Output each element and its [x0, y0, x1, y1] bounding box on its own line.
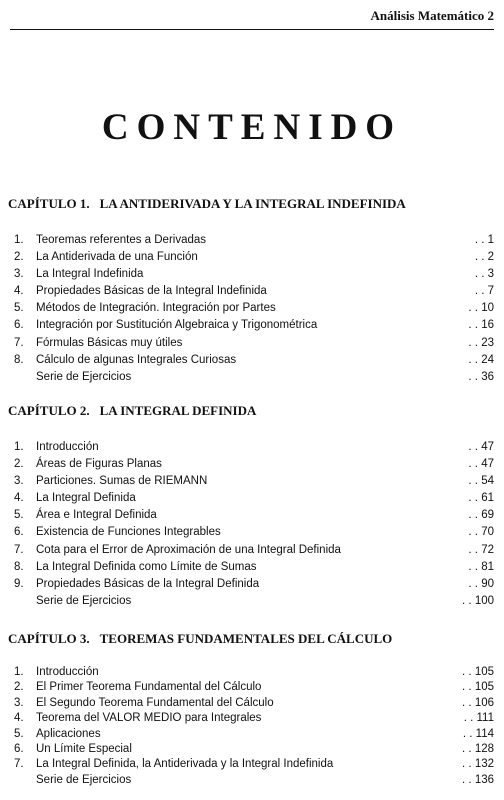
entry-number: 9.: [14, 577, 24, 590]
entry-page: . . 111: [464, 711, 494, 726]
entry-title: Cota para el Error de Aproximación de una Integral Definida: [36, 543, 341, 556]
entry-title: Aplicaciones: [36, 727, 101, 740]
entry-page: . . 105: [462, 665, 494, 680]
toc-entry: [8, 249, 494, 266]
entry-page: . . 114: [463, 727, 494, 742]
entry-title: El Segundo Teorema Fundamental del Cálculo: [36, 696, 274, 709]
entry-page: . . 7: [475, 283, 494, 300]
chapter-title: LA ANTIDERIVADA Y LA INTEGRAL INDEFINIDA: [99, 196, 406, 211]
entry-page: . . 128: [462, 742, 494, 757]
entry-page: . . 1: [475, 232, 494, 249]
toc-entry: [8, 456, 494, 473]
entry-number: 2.: [14, 251, 24, 264]
entry-page: . . 47: [468, 456, 494, 473]
entry-title: La Integral Indefinida: [36, 268, 144, 281]
toc-entry: [8, 283, 494, 300]
toc-entry: [8, 369, 494, 386]
toc-entry: [8, 576, 494, 593]
entry-title: La Integral Definida como Límite de Sumas: [36, 560, 257, 573]
toc-entry: [8, 696, 494, 711]
entry-title: Serie de Ejercicios: [36, 594, 132, 607]
entry-title: Propiedades Básicas de la Integral Indefinida: [36, 285, 267, 298]
chapter-label: CAPÍTULO 1.: [8, 196, 90, 211]
entry-title: Teorema del VALOR MEDIO para Integrales: [36, 712, 262, 725]
chapter-heading: [8, 631, 494, 647]
chapter-3: [8, 631, 494, 788]
toc-entry: [8, 232, 494, 249]
toc-list: [8, 665, 494, 788]
chapter-2: [8, 403, 494, 610]
entry-page: . . 2: [475, 249, 494, 266]
entry-page: . . 72: [468, 542, 494, 559]
entry-title: Particiones. Sumas de RIEMANN: [36, 475, 208, 488]
entry-number: 7.: [14, 336, 24, 349]
toc-entry: [8, 773, 494, 788]
entry-page: . . 105: [462, 680, 494, 695]
entry-number: 4.: [14, 492, 24, 505]
entry-number: 8.: [14, 353, 24, 366]
toc-entry: [8, 335, 494, 352]
toc-entry: [8, 665, 494, 680]
entry-page: . . 132: [462, 757, 494, 772]
toc-entry: [8, 742, 494, 757]
entry-page: . . 70: [468, 524, 494, 541]
entry-title: Métodos de Integración. Integración por Partes: [36, 302, 276, 315]
toc-entry: [8, 593, 494, 610]
toc-list: [8, 439, 494, 610]
entry-title: Serie de Ejercicios: [36, 773, 132, 786]
entry-number: 3.: [14, 475, 24, 488]
entry-number: 6.: [14, 319, 24, 332]
chapter-label: CAPÍTULO 3.: [8, 631, 90, 646]
chapter-title: TEOREMAS FUNDAMENTALES DEL CÁLCULO: [99, 631, 393, 646]
entry-number: 3.: [14, 268, 24, 281]
toc-entry: [8, 524, 494, 541]
entry-number: 4.: [14, 712, 24, 725]
entry-page: . . 69: [468, 507, 494, 524]
entry-number: 2.: [14, 458, 24, 471]
entry-title: Fórmulas Básicas muy útiles: [36, 336, 183, 349]
entry-number: 1.: [14, 666, 24, 678]
chapter-heading: [8, 196, 494, 212]
toc-entry: [8, 266, 494, 283]
toc-entry: [8, 507, 494, 524]
entry-title: La Integral Definida, la Antiderivada y la Integral Indefinida: [36, 758, 334, 771]
chapter-title: LA INTEGRAL DEFINIDA: [99, 403, 257, 418]
entry-number: 2.: [14, 681, 24, 694]
entry-number: 1.: [14, 441, 24, 453]
entry-title: Introducción: [36, 441, 99, 453]
entry-title: Un Límite Especial: [36, 742, 132, 755]
entry-page: . . 3: [475, 266, 494, 283]
entry-number: 8.: [14, 560, 24, 573]
toc-entry: [8, 473, 494, 490]
entry-title: Cálculo de algunas Integrales Curiosas: [36, 353, 237, 366]
entry-title: Integración por Sustitución Algebraica y Trigonométrica: [36, 319, 318, 332]
entry-number: 7.: [14, 543, 24, 556]
entry-number: 7.: [14, 758, 24, 771]
entry-page: . . 47: [468, 439, 494, 456]
entry-number: 6.: [14, 742, 24, 755]
toc-entry: [8, 680, 494, 695]
entry-number: 1.: [14, 234, 24, 246]
entry-title: Teoremas referentes a Derivadas: [36, 234, 207, 246]
entry-title: Área e Integral Definida: [36, 509, 157, 522]
chapter-label: CAPÍTULO 2.: [8, 403, 90, 418]
entry-title: Áreas de Figuras Planas: [36, 458, 162, 471]
toc-entry: [8, 711, 494, 726]
running-header: Análisis Matemático 2: [370, 8, 494, 23]
entry-page: . . 36: [468, 369, 494, 386]
page-title: CONTENIDO: [101, 107, 403, 148]
entry-page: . . 16: [468, 317, 494, 334]
entry-page: . . 24: [468, 352, 494, 369]
toc-entry: [8, 317, 494, 334]
toc-entry: [8, 490, 494, 507]
toc-entry: [8, 439, 494, 456]
entry-title: Introducción: [36, 666, 99, 678]
entry-number: 5.: [14, 302, 24, 315]
toc-entry: [8, 542, 494, 559]
toc-entry: [8, 300, 494, 317]
toc-entry: [8, 352, 494, 369]
entry-number: 6.: [14, 526, 24, 539]
entry-title: Serie de Ejercicios: [36, 370, 132, 383]
entry-page: . . 81: [468, 559, 494, 576]
toc-list: [8, 232, 494, 386]
toc-entry: [8, 727, 494, 742]
entry-title: Propiedades Básicas de la Integral Definida: [36, 577, 260, 590]
entry-number: 5.: [14, 509, 24, 522]
entry-number: 3.: [14, 696, 24, 709]
entry-page: . . 54: [468, 473, 494, 490]
entry-title: La Antiderivada de una Función: [36, 251, 198, 264]
entry-page: . . 136: [462, 773, 494, 788]
toc-entry: [8, 757, 494, 772]
entry-title: Existencia de Funciones Integrables: [36, 526, 221, 539]
header-rule: [10, 29, 494, 30]
toc-entry: [8, 559, 494, 576]
entry-page: . . 23: [468, 335, 494, 352]
entry-page: . . 10: [468, 300, 494, 317]
chapter-1: [8, 196, 494, 386]
entry-page: . . 61: [468, 490, 494, 507]
entry-page: . . 100: [462, 593, 494, 610]
entry-page: . . 90: [468, 576, 494, 593]
entry-page: . . 106: [462, 696, 494, 711]
chapter-heading: [8, 403, 494, 419]
entry-number: 4.: [14, 285, 24, 298]
entry-number: 5.: [14, 727, 24, 740]
entry-title: La Integral Definida: [36, 492, 136, 505]
entry-title: El Primer Teorema Fundamental del Cálculo: [36, 681, 262, 694]
